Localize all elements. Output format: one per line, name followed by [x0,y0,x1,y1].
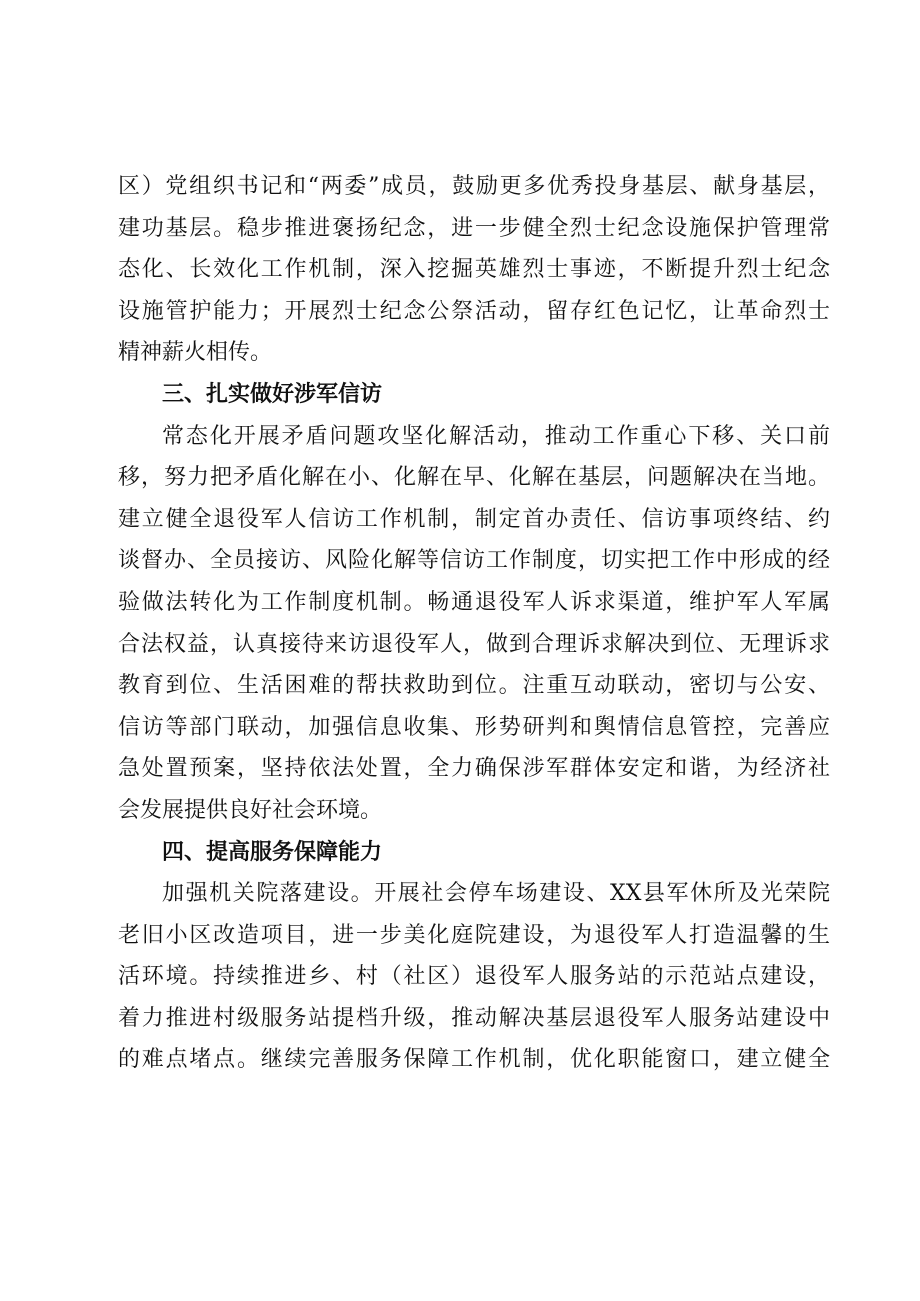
document-body [118,166,830,1081]
text-line: 老旧小区改造项目，进一步美化庭院建设，为退役军人打造温馨的生 [118,922,830,948]
text-line: 区）党组织书记和“两委”成员，鼓励更多优秀投身基层、献身基层， [118,174,830,199]
text-line: 常态化开展矛盾问题攻坚化解活动，推动工作重心下移、关口前 [162,423,830,449]
text-line: 教育到位、生活困难的帮扶救助到位。注重互动联动，密切与公安、 [118,673,830,699]
text-line: 活环境。持续推进乡、村（社区）退役军人服务站的示范站点建设， [118,964,830,990]
paragraph-veteran-commemoration [118,166,830,374]
text-line: 信访等部门联动，加强信息收集、形势研判和舆情信息管控，完善应 [118,714,830,740]
text-line: 会发展提供良好社会环境。 [118,797,383,823]
section-heading-3: 三、扎实做好涉军信访 [162,381,383,407]
text-line: 加强机关院落建设。开展社会停车场建设、XX县军休所及光荣院 [162,881,830,907]
text-line: 移，努力把矛盾化解在小、化解在早、化解在基层，问题解决在当地。 [118,465,830,491]
text-line: 设施管护能力；开展烈士纪念公祭活动，留存红色记忆，让革命烈士 [118,298,830,324]
text-line: 建立健全退役军人信访工作机制，制定首办责任、信访事项终结、约 [118,506,830,532]
text-line: 的难点堵点。继续完善服务保障工作机制，优化职能窗口，建立健全 [118,1047,830,1073]
text-line: 急处置预案，坚持依法处置，全力确保涉军群体安定和谐，为经济社 [118,756,830,782]
text-line: 精神薪火相传。 [118,340,273,366]
text-line: 验做法转化为工作制度机制。畅通退役军人诉求渠道，维护军人军属 [118,589,830,615]
text-line: 态化、长效化工作机制，深入挖掘英雄烈士事迹，不断提升烈士纪念 [118,257,830,283]
text-line: 建功基层。稳步推进褒扬纪念，进一步健全烈士纪念设施保护管理常 [118,215,830,241]
paragraph-service-capacity [118,873,830,1081]
text-line: 着力推进村级服务站提档升级，推动解决基层退役军人服务站建设中 [118,1005,830,1031]
paragraph-petitions [118,416,830,832]
text-line: 谈督办、全员接访、风险化解等信访工作制度，切实把工作中形成的经 [118,548,830,574]
section-heading-4: 四、提高服务保障能力 [162,839,383,865]
text-line: 合法权益，认真接待来访退役军人，做到合理诉求解决到位、无理诉求 [118,631,830,657]
